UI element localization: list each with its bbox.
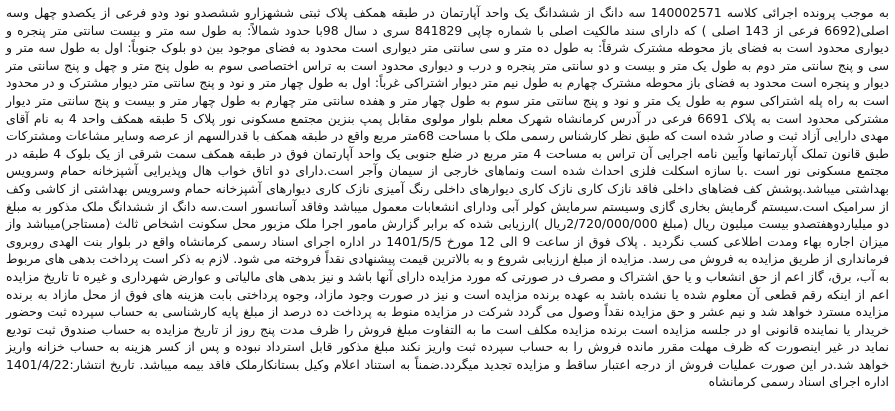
- auction-notice-text: به موجب پرونده اجرائی کلاسه 140002571 سه دانگ از ششدانگ یک واحد آپارتمان در طبقه همکف پلاک ثبتی ششهزارو ششصدو نود ودو فرعی از یکصدو چهل وسه اصلی(6692 فرعی از 143 اصلی ) که دارای سند مالکیت اصلی با شماره چاپی 841829 سری د سال 98با حدود شمالاً: به طول سه متر و بیست سانتی متر پنجره و دیواری محدود است به فضای باز محوطه مشترک شرقاً: به طول ده متر و سی سانتی متر دیواری است محدود به فضای موجود بین دو بلوک جنوباً: اول به طول سه متر و سی و پنج سانتی متر دوم به طول یک متر و بیست و دو سانتی متر پنجره و درب و دیواری محدود است به تراس اختصاصی سوم به طول پنج متر و چهل و پنج سانتی متر دیوار و پنجره است محدود به فضای باز محوطه مشترک چهارم به طول نیم متر دیوار اشتراکی غرباً: اول به طول چهار متر و نود و پنج سانتی متر دیوار مشترک و در محدود است به راه پله اشتراکی سوم به طول یک متر و نود و پنج سانتی متر سوم به طول چهار متر و هفده سانتی متر چهارم به طول چهار متر و بیست و پنج سانتی متر دیوار مشترکی محدود است به پلاک 6691 فرعی در آدرس کرمانشاه شهرک معلم بلوار مولوی مقابل پمپ بنزین مجتمع مسکونی نور پلاک 5 طبقه همکف واحد 4 به نام آقای مهدی دارایی آزاد ثبت و صادر شده است که طبق نظر کارشناس رسمی ملک با مساحت 68متر مربع واقع در طبقه همکف با قدرالسهم از عرصه وسایر مشاعات ومشترکات طبق قانون تملک آپارتمانها وآیین نامه اجرایی آن تراس به مساحت 4 متر مربع در ضلع جنوبی یک واحد آپارتمان فوق در طبقه همکف سمت شرقی از یک بلوک 4 طبقه در مجتمع مسکونی نور است .با سازه اسکلت فلزی احداث شده است ونماهای خارجی از سیمان وآجر است.دارای دو اتاق خواب هال وپذیرایی آشپزخانه حمام وسرویس بهداشتی میباشد.پوشش کف فضاهای داخلی فاقد نازک کاری نازک کاری دیوارهای داخلی رنگ آمیزی نازک کاری دیوارهای آشپزخانه حمام وسرویس بهداشتی از کاشی وکف از سرامیک است.سیستم گرمایش بخاری گازی وسیستم سرمایش کولر آبی ودارای انشعابات معمول میباشد وفاقد آسانسور است.سه دانگ از ششدانگ ملک مذکور به مبلغ دو میلیاردوهفتصدو بیست میلیون ریال (مبلغ 2/720/000/000ریال )ارزیابی شده که برابر گزارش مامور اجرا ملک مزبور محل سکونت اشخاص ثالث (مستاجر)میباشد واز میزان اجاره بهاء ومدت اطلاعی کسب نگردید . پلاک فوق از ساعت 9 الی 12 مورخ 1401/5/5 در اداره اجرای اسناد رسمی کرمانشاه واقع در بلوار بنت الهدی روبروی فرمانداری از طریق مزایده به فروش می رسد. مزایده از مبلغ ارزیابی شروع و به بالاترین قیمت پیشنهادی نقداً فروخته می شود. لازم به ذکر است پرداخت بدهی های مربوط به آب، برق، گاز اعم از حق انشعاب و یا حق اشتراک و مصرف در صورتی که مورد مزایده دارای آنها باشد و نیز بدهی های مالیاتی و عوارض شهرداری و غیره تا تاریخ مزایده اعم از اینکه رقم قطعی آن معلوم شده یا نشده باشد به عهده برنده مزایده است و نیز در صورت وجود مازاد، وجوه پرداختی بابت هزینه های فوق از محل مازاد به برنده مزایده مسترد خواهد شد و نیم عشر و حق مزایده نقداً وصول می گردد شرکت در مزایده منوط به پرداخت ده درصد از مبلغ پایه کارشناسی به حساب سپرده ثبت وحضور خریدار یا نماینده قانونی او در جلسه مزایده است برنده مزایده مکلف است ما به التفاوت مبلغ فروش را ظرف مدت پنج روز از تاریخ مزایده به حساب صندوق ثبت تودیع نماید در غیر اینصورت که ظرف مهلت مقرر مانده فروش را به حساب سپرده ثبت واریز نکند مبلغ مذکور قابل استرداد نبوده و پس از کسر هزینه به حساب خزانه واریز خواهد شد.در این صورت عملیات فروش از درجه اعتبار ساقط و مزایده تجدید میگردد.ضمناً به استناد اعلام وکیل بستانکارملک فاقد بیمه میباشد. تاریخ انتشار:1401/4/22 اداره اجرای اسناد رسمی کرمانشاه: [6, 5, 889, 390]
